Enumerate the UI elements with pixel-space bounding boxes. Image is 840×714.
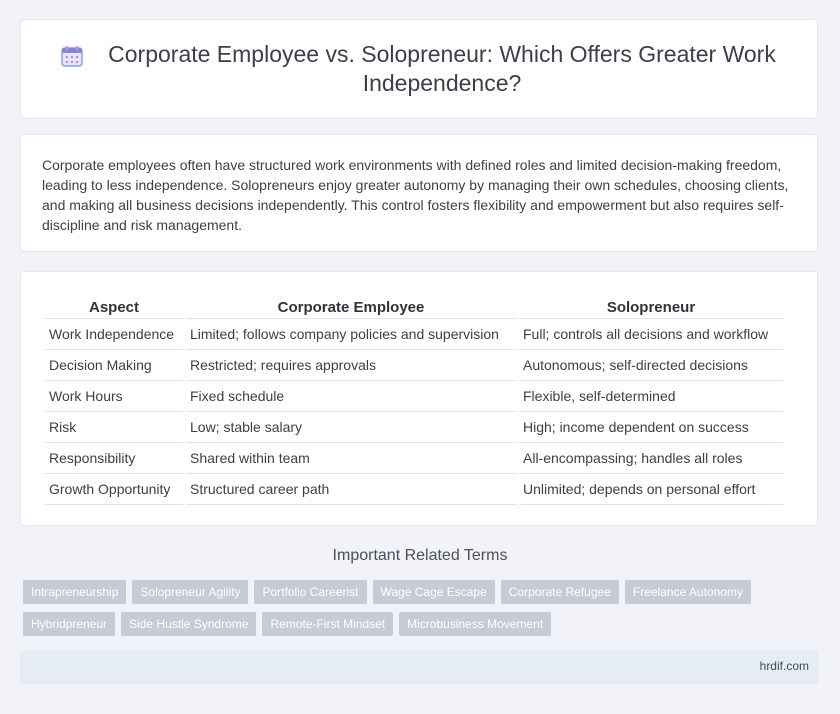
related-term-tag[interactable]: Freelance Autonomy xyxy=(625,580,751,604)
table-cell: Structured career path xyxy=(186,473,516,505)
related-term-tag[interactable]: Solopreneur Agility xyxy=(132,580,248,604)
intro-card xyxy=(20,134,818,252)
table-cell: Autonomous; self-directed decisions xyxy=(519,349,783,380)
table-cell: Decision Making xyxy=(45,349,183,380)
footer xyxy=(20,650,818,684)
table-row xyxy=(45,473,783,505)
table-cell: Work Hours xyxy=(45,380,183,411)
column-header-aspect: Aspect xyxy=(88,298,140,316)
table-cell: Work Independence xyxy=(45,318,183,349)
table-cell: Risk xyxy=(45,411,183,442)
column-header-corporate-employee: Corporate Employee xyxy=(277,298,425,316)
table-row xyxy=(45,442,783,473)
table-cell: High; income dependent on success xyxy=(519,411,783,442)
table-cell: Fixed schedule xyxy=(186,380,516,411)
table-row xyxy=(45,411,783,442)
table-cell: Low; stable salary xyxy=(186,411,516,442)
table-header-row xyxy=(45,296,783,318)
table-row xyxy=(45,318,783,349)
table-cell: All-encompassing; handles all roles xyxy=(519,442,783,473)
related-term-tag[interactable]: Hybridpreneur xyxy=(23,612,115,636)
related-term-tag[interactable]: Intrapreneurship xyxy=(23,580,126,604)
intro-paragraph: Corporate employees often have structured work environments with defined roles and limited decision-making freedom, leading to less independence. Solopreneurs enjoy greater autonomy by managing their own schedules, choosing clients, and making all business decisions independently. This control fosters flexibility and empowerment but also requires self-discipline and risk management. xyxy=(42,157,789,233)
related-term-tag[interactable]: Portfolio Careerist xyxy=(254,580,366,604)
table-cell: Unlimited; depends on personal effort xyxy=(519,473,783,505)
comparison-table-card xyxy=(20,271,818,526)
calendar-icon xyxy=(59,43,85,69)
table-cell: Responsibility xyxy=(45,442,183,473)
page-title: Corporate Employee vs. Solopreneur: Which Offers Greater Work Independence? xyxy=(108,41,776,96)
related-term-tag[interactable]: Side Hustle Syndrome xyxy=(121,612,256,636)
table-row xyxy=(45,380,783,411)
related-term-tag[interactable]: Remote-First Mindset xyxy=(262,612,393,636)
table-cell: Flexible, self-determined xyxy=(519,380,783,411)
table-cell: Full; controls all decisions and workflow xyxy=(519,318,783,349)
table-cell: Restricted; requires approvals xyxy=(186,349,516,380)
column-header-solopreneur: Solopreneur xyxy=(606,298,696,316)
table-row xyxy=(45,349,783,380)
footer-site-name[interactable]: hrdif.com xyxy=(759,659,809,673)
table-cell: Growth Opportunity xyxy=(45,473,183,505)
table-cell: Shared within team xyxy=(186,442,516,473)
related-term-tag[interactable]: Wage Cage Escape xyxy=(373,580,495,604)
title-wrap xyxy=(59,40,779,98)
related-terms-heading: Important Related Terms xyxy=(332,547,508,564)
related-term-tag[interactable]: Microbusiness Movement xyxy=(399,612,551,636)
table-cell: Limited; follows company policies and supervision xyxy=(186,318,516,349)
related-term-tag[interactable]: Corporate Refugee xyxy=(501,580,619,604)
title-card xyxy=(20,19,818,119)
related-terms-list xyxy=(23,580,803,636)
comparison-table xyxy=(42,296,786,505)
